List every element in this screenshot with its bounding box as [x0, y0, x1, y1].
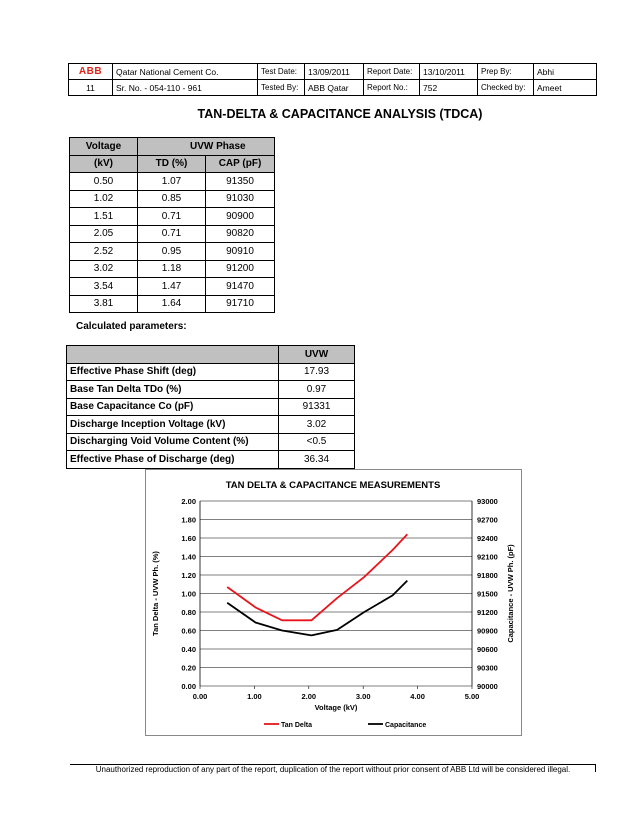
y-tick-label: 0.80 — [181, 608, 196, 617]
param-value: 36.34 — [279, 451, 355, 469]
td-cell: 1.47 — [138, 278, 206, 296]
td-cell: 0.71 — [138, 208, 206, 226]
table-row — [70, 225, 275, 243]
test-date-label: Test Date: — [258, 64, 305, 80]
y-tick-label: 1.40 — [181, 552, 196, 562]
td-cell: 0.85 — [138, 190, 206, 208]
table-row — [70, 243, 275, 261]
report-header-table — [68, 63, 597, 96]
y-tick-label: 1.80 — [181, 515, 196, 525]
voltage-table — [69, 137, 275, 313]
phase-header: UVW Phase — [138, 138, 275, 156]
table-row — [70, 260, 275, 278]
y-tick-label: 1.20 — [181, 571, 196, 580]
parameters-table — [66, 345, 355, 469]
y2-tick-label: 92400 — [477, 534, 498, 543]
param-name: Discharging Void Volume Content (%) — [67, 433, 279, 451]
checked-by-value: Ameet — [534, 80, 597, 96]
td-cell: 1.18 — [138, 260, 206, 278]
table-row — [70, 173, 275, 191]
table-row — [70, 190, 275, 208]
voltage-cell: 2.52 — [70, 243, 138, 261]
voltage-cell: 1.02 — [70, 190, 138, 208]
kv-unit-header: (kV) — [70, 155, 138, 173]
tested-by-label: Tested By: — [258, 80, 305, 96]
y2-tick-label: 91800 — [477, 571, 498, 580]
voltage-cell: 3.54 — [70, 278, 138, 296]
row-number: 11 — [69, 80, 113, 96]
param-value: <0.5 — [279, 433, 355, 451]
td-cell: 0.71 — [138, 225, 206, 243]
table-row — [67, 363, 355, 381]
x-tick-label: 3.00 — [355, 692, 371, 701]
cap-cell: 90900 — [206, 208, 275, 226]
legend-label: Capacitance — [385, 722, 427, 729]
param-name: Discharge Inception Voltage (kV) — [67, 416, 279, 434]
td-cell: 0.95 — [138, 243, 206, 261]
cap-cell: 91710 — [206, 295, 275, 313]
abb-logo: ABB — [69, 64, 113, 80]
cap-cell: 91470 — [206, 278, 275, 296]
table-row — [70, 278, 275, 296]
voltage-header: Voltage — [70, 138, 138, 156]
param-value: 91331 — [279, 398, 355, 416]
table-row — [67, 398, 355, 416]
uvw-header: UVW — [279, 346, 355, 364]
y-tick-label: 0.40 — [181, 645, 196, 654]
y2-tick-label: 90000 — [477, 682, 498, 691]
report-no-value: 752 — [420, 80, 478, 96]
checked-by-label: Checked by: — [478, 80, 534, 96]
param-name: Base Capacitance Co (pF) — [67, 398, 279, 416]
footer-disclaimer: Unauthorized reproduction of any part of the report, duplication of the report without prior consent of ABB Ltd will be considered illegal. — [95, 765, 571, 774]
y-tick-label: 0.00 — [181, 682, 196, 691]
voltage-cell: 1.51 — [70, 208, 138, 226]
prep-by-label: Prep By: — [478, 64, 534, 80]
cap-cell: 91350 — [206, 173, 275, 191]
chart-container — [145, 469, 522, 736]
cap-cell: 91030 — [206, 190, 275, 208]
table-row — [67, 433, 355, 451]
y-tick-label: 0.20 — [181, 663, 196, 673]
y2-tick-label: 92700 — [477, 515, 498, 525]
y2-axis-label: Capacitance - UVW Ph. (pF) — [506, 544, 515, 643]
x-tick-label: 2.00 — [301, 692, 317, 701]
y2-tick-label: 93000 — [477, 497, 498, 506]
cap-cell: 91200 — [206, 260, 275, 278]
test-date-value: 13/09/2011 — [305, 64, 364, 80]
series-line-capacitance — [227, 581, 407, 636]
table-row — [70, 208, 275, 226]
report-no-label: Report No.: — [364, 80, 420, 96]
voltage-cell: 3.81 — [70, 295, 138, 313]
param-value: 3.02 — [279, 416, 355, 434]
calculated-parameters-label: Calculated parameters: — [76, 321, 187, 332]
y2-tick-label: 90900 — [477, 626, 498, 636]
y2-tick-label: 90300 — [477, 663, 498, 673]
y-tick-label: 0.60 — [181, 626, 196, 636]
param-name: Base Tan Delta TDo (%) — [67, 381, 279, 399]
table-row — [67, 451, 355, 469]
report-date-label: Report Date: — [364, 64, 420, 80]
td-cell: 1.64 — [138, 295, 206, 313]
x-axis-label: Voltage (kV) — [314, 703, 358, 712]
y2-tick-label: 91500 — [477, 589, 498, 599]
y-axis-label: Tan Delta - UVW Ph. (%) — [151, 551, 160, 636]
param-name: Effective Phase of Discharge (deg) — [67, 451, 279, 469]
serial-number: Sr. No. - 054-110 - 961 — [113, 80, 258, 96]
voltage-cell: 3.02 — [70, 260, 138, 278]
x-tick-label: 5.00 — [464, 692, 480, 701]
param-value: 17.93 — [279, 363, 355, 381]
y2-tick-label: 92100 — [477, 552, 498, 562]
prep-by-value: Abhi — [534, 64, 597, 80]
tan-delta-capacitance-chart — [146, 470, 521, 735]
voltage-cell: 0.50 — [70, 173, 138, 191]
y-tick-label: 1.00 — [181, 589, 196, 599]
y-tick-label: 2.00 — [181, 497, 196, 506]
legend-label: Tan Delta — [281, 722, 312, 729]
y2-tick-label: 91200 — [477, 608, 498, 617]
y2-tick-label: 90600 — [477, 645, 498, 654]
x-tick-label: 1.00 — [247, 692, 262, 701]
cap-cell: 90910 — [206, 243, 275, 261]
cap-header: CAP (pF) — [206, 155, 275, 173]
page-title: TAN-DELTA & CAPACITANCE ANALYSIS (TDCA) — [197, 107, 483, 121]
y-tick-label: 1.60 — [181, 534, 196, 543]
param-value: 0.97 — [279, 381, 355, 399]
table-row — [67, 416, 355, 434]
company-name: Qatar National Cement Co. — [113, 64, 258, 80]
voltage-cell: 2.05 — [70, 225, 138, 243]
series-line-tan-delta — [227, 534, 407, 620]
td-header: TD (%) — [138, 155, 206, 173]
param-name: Effective Phase Shift (deg) — [67, 363, 279, 381]
report-date-value: 13/10/2011 — [420, 64, 478, 80]
x-tick-label: 4.00 — [410, 692, 425, 701]
table-row — [70, 295, 275, 313]
chart-title: TAN DELTA & CAPACITANCE MEASUREMENTS — [225, 480, 441, 491]
table-row — [67, 381, 355, 399]
td-cell: 1.07 — [138, 173, 206, 191]
tested-by-value: ABB Qatar — [305, 80, 364, 96]
x-tick-label: 0.00 — [192, 692, 208, 701]
cap-cell: 90820 — [206, 225, 275, 243]
param-header-blank — [67, 346, 279, 364]
